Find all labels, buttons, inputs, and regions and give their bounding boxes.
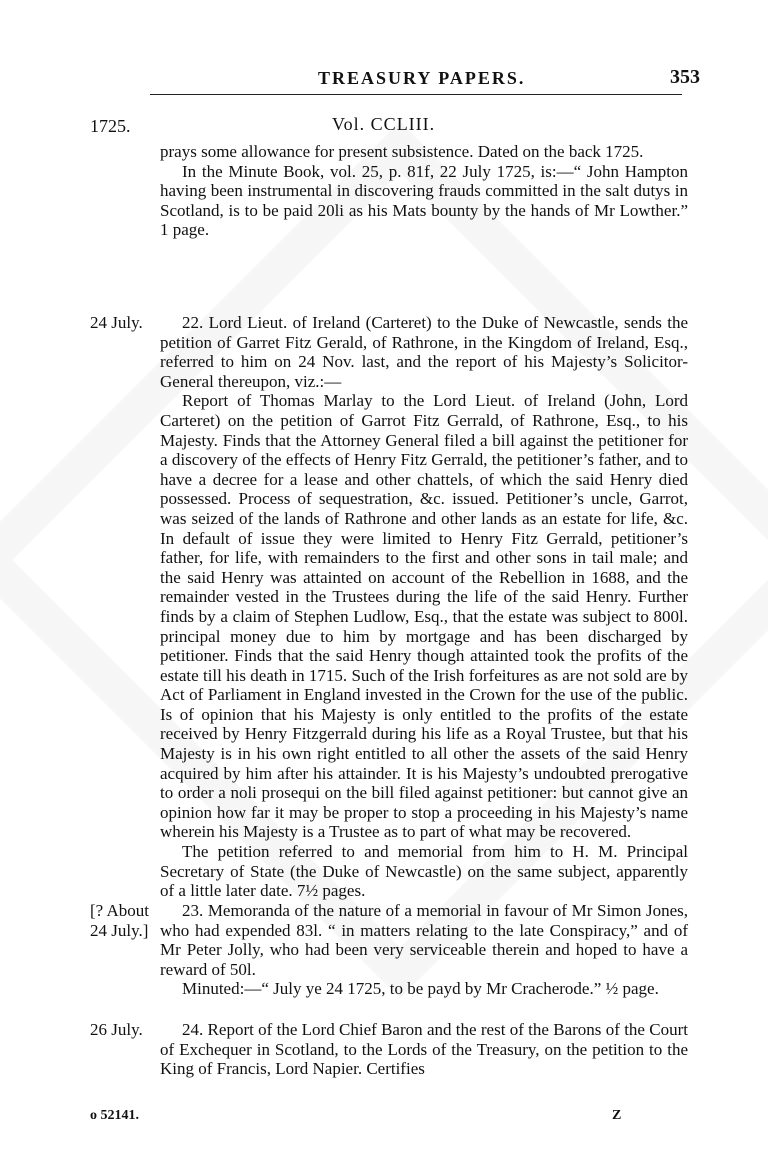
entry-date-line: [? About [90,901,150,920]
paragraph: 22. Lord Lieut. of Ireland (Carteret) to the Duke of Newcastle, sends the petition of Garret Fitz Gerald, of Rathrone, in the Kingdom of Ireland, Esq., referred to him on 24 Nov. last, and the report of his Majesty’s Solicitor-General thereupon, viz.:— [160,313,688,391]
paragraph: The petition referred to and memorial from him to H. M. Principal Secretary of State (the Duke of Newcastle) on the same subject, apparently of a little later date. 7½ pages. [160,842,688,901]
entry-date: 26 July. [90,1020,143,1039]
entry-24 [160,1020,688,1079]
paragraph: Report of Thomas Marlay to the Lord Lieut. of Ireland (John, Lord Carteret) on the petition of Garrot Fitz Gerrald, of Rathrone, Esq., to his Majesty. Finds that the Attorney General filed a bill against the petitioner for a discovery of the effects of Henry Fitz Gerrald, the petitioner’s father, and to have a decree for a lease and other chattels, of which the said Henry died possessed. Process of sequestration, &c. issued. Petitioner’s uncle, Garrot, was seized of the lands of Rathrone and other lands as an estate for life, &c. In default of issue they were limited to Henry Fitz Gerrald, petitioner’s father, for life, with remainders to the first and other sons in tail male; and the said Henry was attainted on account of the Rebellion in 1688, and the remainder vested in the Trustees during the life of the said Henry. Further finds by a claim of Stephen Ludlow, Esq., that the estate was subject to 800l. principal money due to him by mortgage and has been discharged by petitioner. Finds that the said Henry though attainted took the profits of the estate till his death in 1715. Such of the Irish forfeitures as are not sold are by Act of Parliament in England invested in the Crown for the use of the public. Is of opinion that his Majesty is only entitled to the profits of the estate received by Henry Fitzgerrald during his life as a Royal Trustee, but that his Majesty is in his own right entitled to all other the assets of the said Henry acquired by him after his attainder. It is his Majesty’s undoubted prerogative to order a noli prosequi on the bill filed against petitioner: but cannot give an opinion how far it may be proper to stop a proceeding in his Majesty’s name wherein his Majesty is a Trustee as to part of what may be recovered. [160,391,688,842]
volume-heading: Vol. CCLIII. [332,114,436,134]
year-marginal: 1725. [90,116,131,136]
sheet-letter: Z [612,1108,622,1123]
paragraph: 23. Memoranda of the nature of a memorial in favour of Mr Simon Jones, who had expended 83l. “ in matters relating to the late Conspiracy,” and of Mr Peter Jolly, who had been very serviceable therein and hoped to have a reward of 50l. [160,901,688,979]
printer-signature: o 52141. [90,1108,139,1123]
paragraph: prays some allowance for present subsistence. Dated on the back 1725. [160,142,644,161]
paragraph: 24. Report of the Lord Chief Baron and the rest of the Barons of the Court of Exchequer in Scotland, to the Lords of the Treasury, on the petition to the King of Francis, Lord Napier. Certifies [160,1020,688,1079]
running-title: TREASURY PAPERS. [318,68,526,88]
entry-intro [160,142,688,240]
running-head [0,62,768,90]
header-rule [150,94,682,95]
entry-22 [160,313,688,901]
entry-date [90,901,149,940]
paragraph: Minuted:—“ July ye 24 1725, to be payd by Mr Cracherode.” ½ page. [182,979,659,999]
page-number: 353 [670,66,700,88]
entry-date: 24 July. [90,313,143,332]
entry-23 [160,901,688,999]
paragraph: In the Minute Book, vol. 25, p. 81f, 22 July 1725, is:—“ John Hampton having been instrumental in discovering frauds committed in the salt dutys in Scotland, is to be paid 20li as his Mats bounty by the hands of Mr Lowther.” 1 page. [160,161,688,240]
entry-date-line: 24 July.] [90,920,149,940]
